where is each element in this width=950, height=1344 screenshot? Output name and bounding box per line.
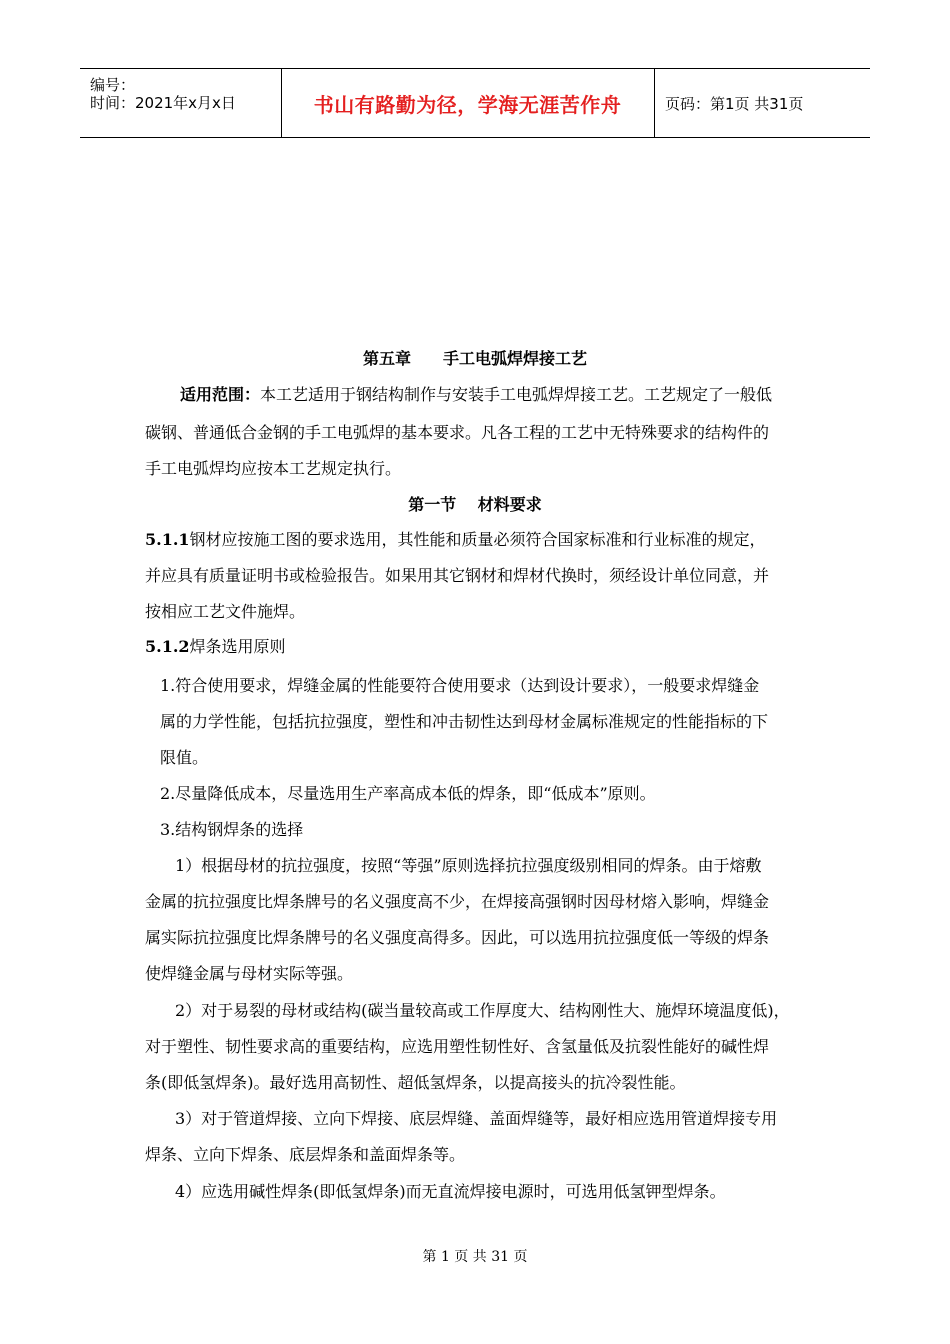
- item-1-line-1: 1.符合使用要求，焊缝金属的性能要符合使用要求（达到设计要求），一般要求焊缝金: [160, 676, 760, 695]
- document-number-label: 编号：: [90, 76, 136, 94]
- item-3: 3.结构钢焊条的选择: [160, 820, 304, 839]
- scope-line-3: 手工电弧焊均应按本工艺规定执行。: [145, 459, 402, 478]
- clause-5-1-2-title: 焊条选用原则: [189, 637, 286, 656]
- header-motto-cell: [281, 69, 655, 137]
- header-motto: 书山有路勤为径，学海无涯苦作舟: [313, 92, 622, 117]
- sub-1-line-2: 金属的抗拉强度比焊条牌号的名义强度高不少，在焊接高强钢时因母材熔入影响，焊缝金: [145, 892, 770, 911]
- clause-5-1-1-line-1: [145, 530, 766, 550]
- item-2: 2.尽量降低成本，尽量选用生产率高成本低的焊条，即“低成本”原则。: [160, 784, 656, 803]
- scope-label: 适用范围：: [180, 385, 261, 404]
- scope-line-2: 碳钢、普通低合金钢的手工电弧焊的基本要求。凡各工程的工艺中无特殊要求的结构件的: [145, 423, 770, 442]
- page-header: [80, 68, 870, 138]
- item-1-line-2: 属的力学性能，包括抗拉强度，塑性和冲击韧性达到母材金属标准规定的性能指标的下: [160, 712, 769, 731]
- clause-5-1-1-line-2: 并应具有质量证明书或检验报告。如果用其它钢材和焊材代换时，须经设计单位同意，并: [145, 566, 770, 585]
- clause-5-1-1-line-3: 按相应工艺文件施焊。: [145, 602, 306, 621]
- sub-1-line-3: 属实际抗拉强度比焊条牌号的名义强度高得多。因此，可以选用抗拉强度低一等级的焊条: [145, 928, 770, 947]
- document-date: 时间：2021年x月x日: [90, 94, 236, 112]
- scope-text-1: 本工艺适用于钢结构制作与安装手工电弧焊焊接工艺。工艺规定了一般低: [260, 385, 773, 404]
- sub-3-line-1: 3）对于管道焊接、立向下焊接、底层焊缝、盖面焊缝等，最好相应选用管道焊接专用: [175, 1109, 778, 1128]
- sub-4: 4）应选用碱性焊条(即低氢焊条)而无直流焊接电源时，可选用低氢钾型焊条。: [175, 1182, 726, 1201]
- chapter-title: 第五章 手工电弧焊焊接工艺: [362, 349, 587, 368]
- clause-5-1-2-heading: [145, 637, 286, 657]
- clause-5-1-1-number: 5.1.1: [145, 530, 190, 549]
- sub-1-line-1: 1）根据母材的抗拉强度，按照“等强”原则选择抗拉强度级别相同的焊条。由于熔敷: [175, 856, 762, 875]
- clause-5-1-2-number: 5.1.2: [145, 637, 190, 656]
- sub-2-line-1: 2）对于易裂的母材或结构(碳当量较高或工作厚度大、结构刚性大、施焊环境温度低)，: [175, 1001, 790, 1020]
- header-left-cell: [80, 69, 282, 137]
- section-title: 第一节 材料要求: [408, 495, 542, 514]
- item-1-line-3: 限值。: [160, 748, 209, 767]
- scope-line-1: [180, 385, 772, 405]
- header-page-info: 页码：第1页 共31页: [665, 94, 804, 113]
- sub-2-line-2: 对于塑性、韧性要求高的重要结构，应选用塑性韧性好、含氢量低及抗裂性能好的碱性焊: [145, 1037, 770, 1056]
- clause-5-1-1-text: 钢材应按施工图的要求选用，其性能和质量必须符合国家标准和行业标准的规定，: [189, 530, 766, 549]
- sub-3-line-2: 焊条、立向下焊条、底层焊条和盖面焊条等。: [145, 1145, 466, 1164]
- page-footer: 第 1 页 共 31 页: [422, 1249, 528, 1265]
- sub-1-line-4: 使焊缝金属与母材实际等强。: [145, 964, 354, 983]
- sub-2-line-3: 条(即低氢焊条)。最好选用高韧性、超低氢焊条，以提高接头的抗冷裂性能。: [145, 1073, 686, 1092]
